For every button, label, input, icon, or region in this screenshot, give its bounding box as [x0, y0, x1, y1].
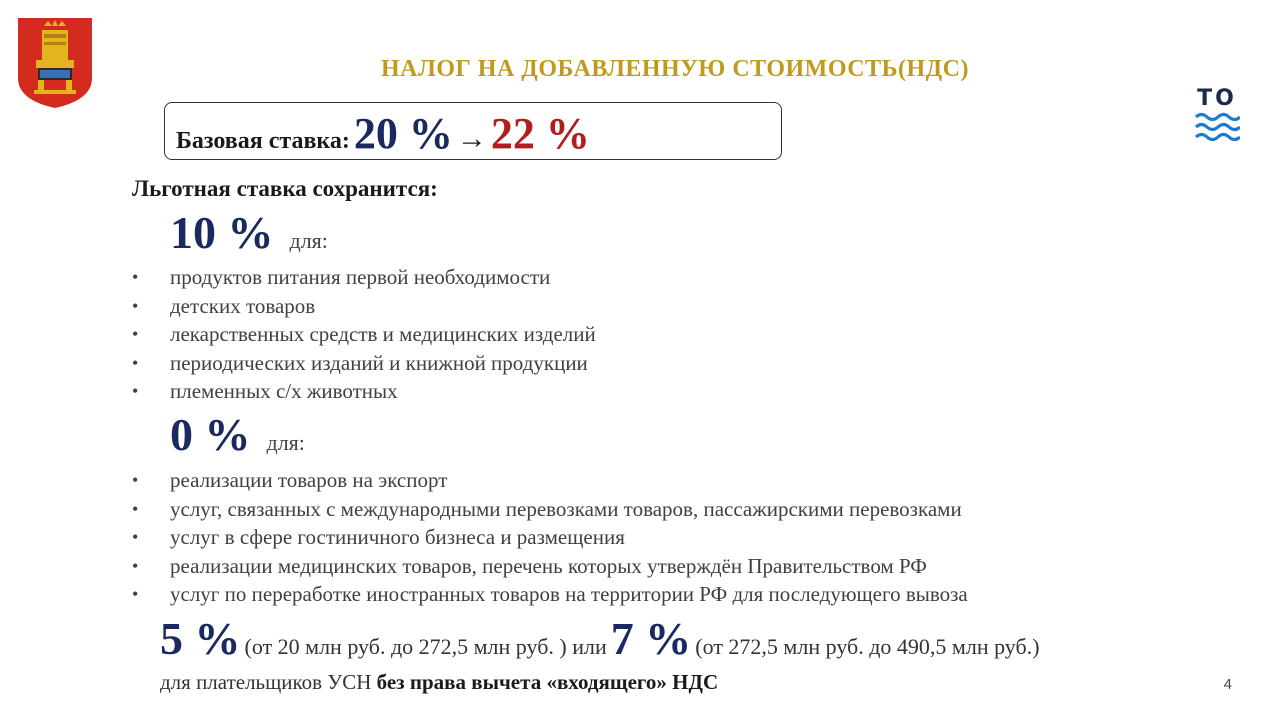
waves-icon: [1194, 111, 1240, 147]
arrow-right-icon: →: [456, 122, 487, 155]
usn-note: [160, 670, 718, 695]
rate-10-value: 10 %: [170, 207, 274, 258]
base-rate-label: Базовая ставка:: [176, 128, 350, 154]
list-item: • услуг по переработке иностранных товаров на территории РФ для последующего вывоза: [132, 580, 968, 609]
base-rate-line: [176, 108, 590, 170]
rate-0-header: [170, 408, 305, 461]
usn-range-5: (от 20 млн руб. до 272,5 млн руб. ) или: [244, 634, 607, 659]
preferential-heading: Льготная ставка сохранится:: [132, 176, 438, 201]
rate-10-for: для:: [289, 228, 328, 253]
slide-title: НАЛОГ НА ДОБАВЛЕННУЮ СТОИМОСТЬ(НДС): [380, 56, 969, 82]
usn-note-bold: без права вычета «входящего» НДС: [376, 670, 719, 694]
list-item: • периодических изданий и книжной продукции: [132, 349, 596, 378]
base-rate-old: 20 %: [353, 109, 453, 158]
logo-text: ТО: [1197, 86, 1237, 111]
usn-rates: [160, 612, 1040, 665]
usn-range-7: (от 272,5 млн руб. до 490,5 млн руб.): [695, 634, 1040, 659]
list-item: • реализации товаров на экспорт: [132, 466, 968, 495]
list-item: • услуг в сфере гостиничного бизнеса и размещения: [132, 523, 968, 552]
list-item: • реализации медицинских товаров, перечень которых утверждён Правительством РФ: [132, 552, 968, 581]
usn-note-prefix: для плательщиков УСН: [160, 670, 372, 694]
usn-rate-5: 5 %: [160, 613, 241, 664]
list-item: • детских товаров: [132, 292, 596, 321]
rate-0-value: 0 %: [170, 409, 251, 460]
rate-10-list: [132, 263, 596, 406]
rate-0-list: [132, 466, 968, 609]
list-item: • племенных с/х животных: [132, 377, 596, 406]
base-rate-new: 22 %: [490, 109, 590, 158]
list-item: • услуг, связанных с международными перевозками товаров, пассажирскими перевозками: [132, 495, 968, 524]
list-item: • лекарственных средств и медицинских изделий: [132, 320, 596, 349]
usn-rate-7: 7 %: [610, 613, 692, 664]
list-item: • продуктов питания первой необходимости: [132, 263, 596, 292]
rate-0-for: для:: [266, 430, 305, 455]
page-number: 4: [1223, 676, 1232, 693]
organization-logo: [1194, 86, 1240, 152]
rate-10-header: [170, 206, 328, 259]
